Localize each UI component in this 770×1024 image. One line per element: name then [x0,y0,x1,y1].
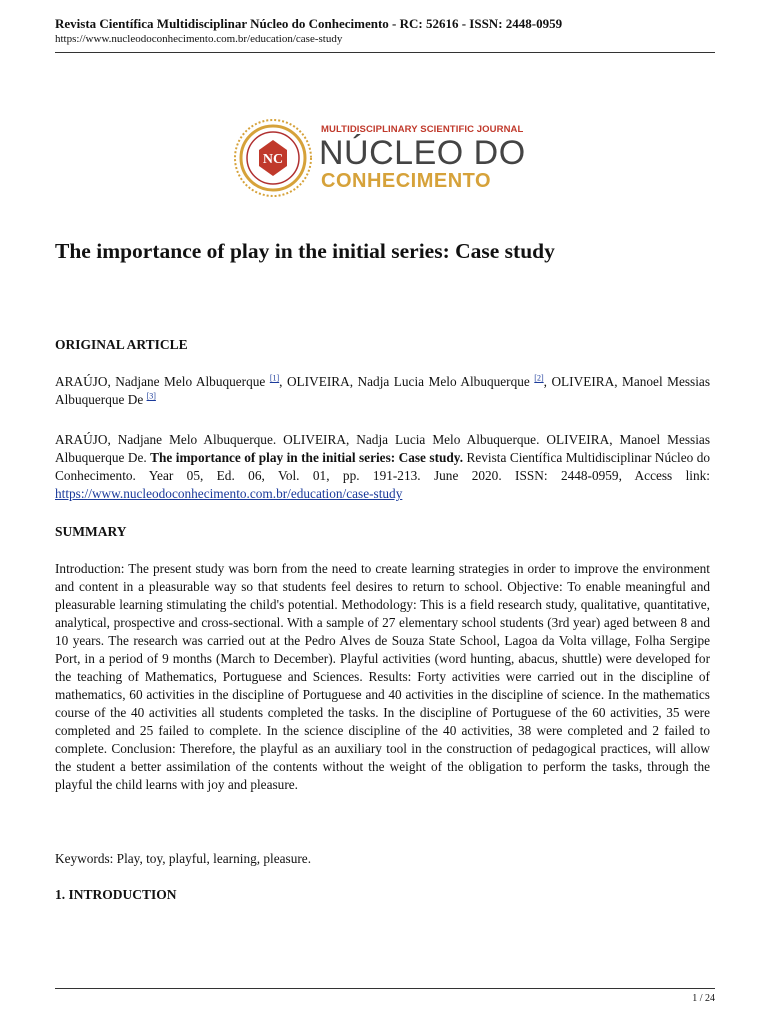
access-link[interactable]: https://www.nucleodoconhecimento.com.br/education/case-study [55,486,403,501]
logo-tagline: MULTIDISCIPLINARY SCIENTIFIC JOURNAL [321,124,524,135]
header-url: https://www.nucleodoconhecimento.com.br/education/case-study [55,33,343,45]
seal-icon [233,118,313,198]
page-header [55,15,715,47]
section-heading-introduction: 1. INTRODUCTION [55,887,177,902]
logo-name-line2: CONHECIMENTO [321,170,492,192]
author-2: , OLIVEIRA, Nadja Lucia Melo Albuquerque [279,374,530,389]
citation-details: Revista Científica Multidisciplinar Núcleo do Conhecimento. Year 05, Ed. 06, Vol. 01, pp. 191-213. June 2020. ISSN: 2448-0959, Access link: [55,450,710,483]
citation-title: The importance of play in the initial series: Case study. [150,450,464,465]
summary-heading: SUMMARY [55,524,127,539]
logo-name-line1: NÚCLEO DO [319,134,526,172]
citation [55,431,710,503]
article-type: ORIGINAL ARTICLE [55,337,188,352]
author-1: ARAÚJO, Nadjane Melo Albuquerque [55,374,266,389]
footnote-ref-2[interactable]: [2] [534,373,544,383]
footer-divider [55,988,715,989]
author-3: , OLIVEIRA, Manoel Messias Albuquerque De [55,374,710,407]
seal-monogram: NC [262,152,284,167]
author-list [55,373,710,409]
footnote-ref-1[interactable]: [1] [269,373,280,383]
journal-logo [233,118,533,198]
footnote-ref-3[interactable]: [3] [146,391,156,401]
summary-text: Introduction: The present study was born from the need to create learning strategies in order to improve the environment and content in a pleasurable way so that students feel desires to return to school. Objective: To enable meaningful and pleasurable learning stimulating the child's potential. Methodology: This is a field research study, qualitative, quantitative, analytical, prospective and cross-sectional. With a sample of 27 elementary school students (3rd year) aged between 8 and 10 years. The research was carried out at the Pedro Alves de Souza State School, Lagoa da Volta village, Folha Sergipe Port, in a period of 9 months (March to December). Playful activities (word hunting, abacus, shuttle) were developed for the teaching of Mathematics, Portuguese and Sciences. Results: Forty activities were carried out in the discipline of mathematics, 60 activities in the discipline of Portuguese and 40 activities in the discipline of science. In the mathematics course of the 40 activities all students completed the tasks. In the discipline of Portuguese of the 60 activities, 35 were completed and 25 failed to complete. In the science discipline of the 40 activities, 38 were completed and 2 failed to complete. Conclusion: Therefore, the playful as an auxiliary tool in the construction of pedagogical practices, will allow the student a better assimilation of the contents without the weight of the obligation to perform the tasks, through the playful the child learns with joy and pleasure. [55,561,710,792]
header-divider [55,52,715,53]
article-title: The importance of play in the initial series: Case study [55,239,555,263]
journal-header: Revista Científica Multidisciplinar Núcleo do Conhecimento - RC: 52616 - ISSN: 2448-0959 [55,16,563,31]
page-number: 1 / 24 [692,993,715,1004]
keywords: Keywords: Play, toy, playful, learning, pleasure. [55,851,312,866]
citation-authors: ARAÚJO, Nadjane Melo Albuquerque. OLIVEIRA, Nadja Lucia Melo Albuquerque. OLIVEIRA, Manoel Messias Albuquerque De. [55,432,710,465]
